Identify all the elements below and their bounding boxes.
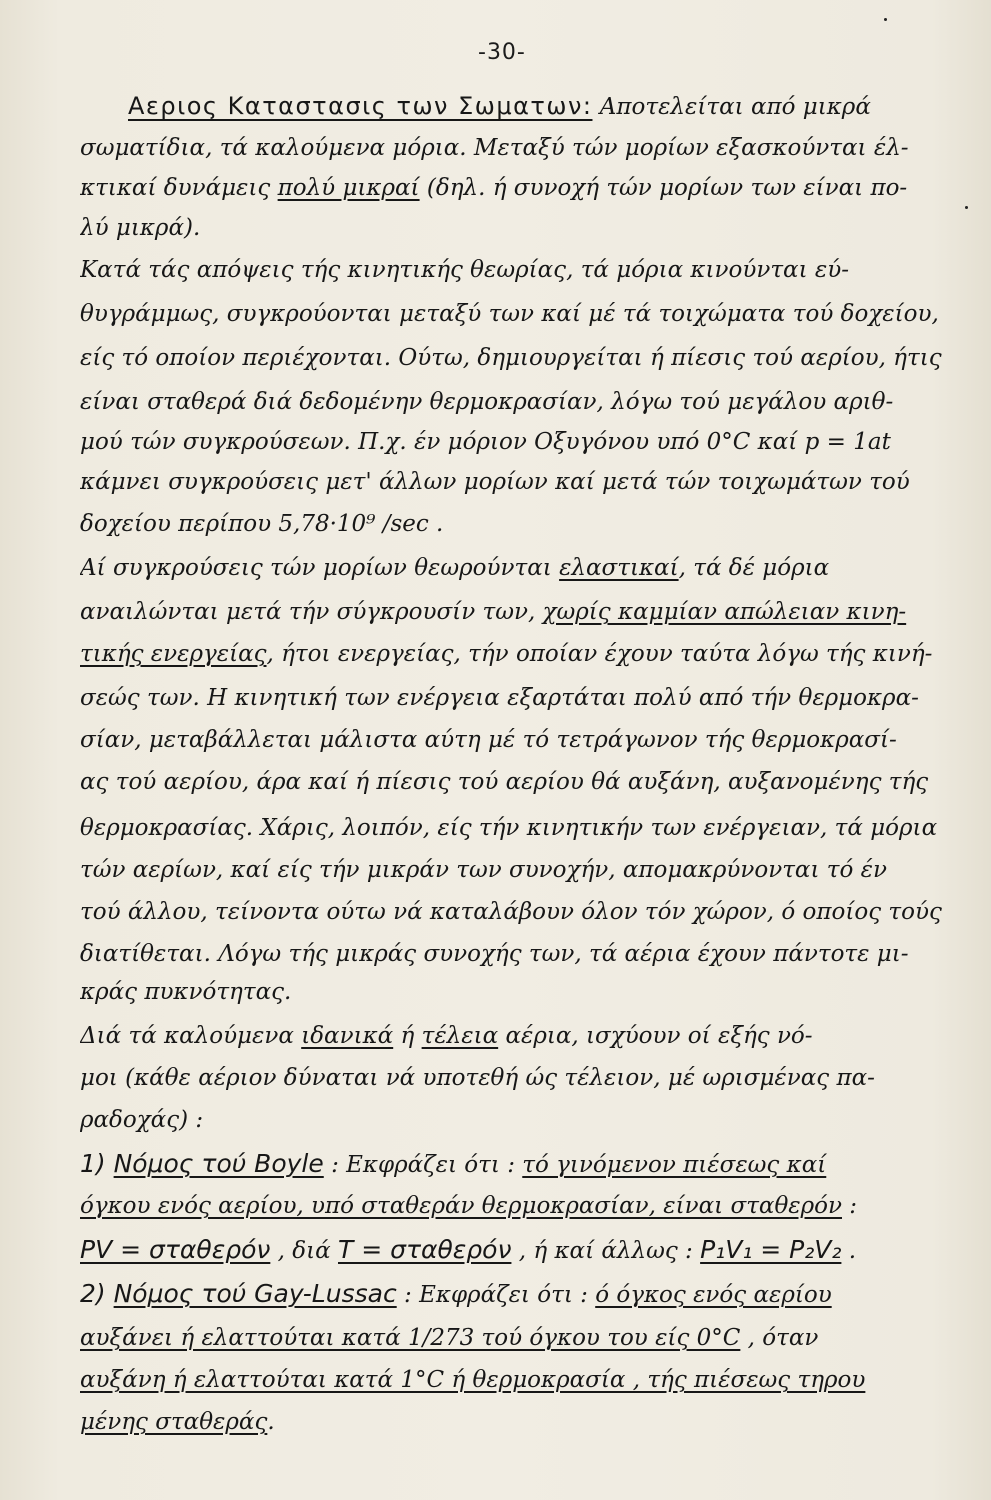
text-line: [80, 1362, 970, 1402]
text-line: [80, 384, 970, 424]
underlined-phrase: ό όγκος ενός αερίου: [595, 1282, 832, 1308]
underlined-phrase: ελαστικαί: [559, 555, 679, 581]
law-title: Νόμος τού Gay-Lussac: [113, 1279, 397, 1308]
text-segment: είς τό οποίον περιέχονται. Ούτω, δημιουργείται ή πίεσις τού αερίου, ήτις: [80, 345, 942, 371]
law-title: 2): [80, 1279, 114, 1308]
formula: P₁V₁ = P₂V₂: [700, 1235, 842, 1264]
text-line: [80, 936, 970, 976]
text-line: [80, 464, 970, 504]
text-segment: κάμνει συγκρούσεις μετ' άλλων μορίων καί μετά τών τοιχωμάτων τού: [80, 469, 910, 495]
underlined-phrase: μένης σταθεράς: [80, 1409, 268, 1435]
underlined-phrase: χωρίς καμμίαν απώλειαν κινη-: [542, 599, 907, 625]
text-line: [80, 894, 970, 934]
text-line: [80, 974, 970, 1014]
underlined-phrase: ιδανικά: [301, 1023, 394, 1049]
text-line: [80, 810, 970, 850]
text-segment: κτικαί δυνάμεις: [80, 175, 278, 201]
text-segment: , όταν: [740, 1325, 819, 1351]
text-segment: μοι (κάθε αέριον δύναται νά υποτεθή ώς τέλειον, μέ ωρισμένας πα-: [80, 1065, 875, 1091]
text-line: [80, 594, 970, 634]
text-line: [80, 1146, 970, 1186]
text-segment: μού τών συγκρούσεων. Π.χ. έν μόριον Οξυγόνου υπό 0°C καί p = 1at: [80, 429, 891, 455]
text-segment: .: [841, 1238, 857, 1264]
underlined-phrase: αυξάνει ή ελαττούται κατά 1/273 τού όγκου του είς 0°C: [80, 1325, 741, 1351]
text-segment: ή: [393, 1023, 422, 1049]
text-segment: , ή καί άλλως :: [511, 1238, 701, 1264]
text-segment: είναι σταθερά διά δεδομένην θερμοκρασίαν, λόγω τού μεγάλου αριθ-: [80, 389, 894, 415]
section-heading: Αεριος Καταστασις των Σωματων:: [128, 92, 593, 120]
text-segment: διατίθεται. Λόγω τής μικράς συνοχής των, τά αέρια έχουν πάντοτε μι-: [80, 941, 909, 967]
text-segment: κράς πυκνότητας.: [80, 979, 292, 1005]
text-segment: (δηλ. ή συνοχή τών μορίων των είναι πο-: [419, 175, 908, 201]
text-segment: ας τού αερίου, άρα καί ή πίεσις τού αερίου θά αυξάνη, αυξανομένης τής: [80, 769, 929, 795]
text-segment: :: [842, 1193, 858, 1219]
text-segment: δοχείου περίπου 5,78·10⁹ /sec .: [80, 511, 444, 537]
text-segment: θερμοκρασίας. Χάρις, λοιπόν, είς τήν κινητικήν των ενέργειαν, τά μόρια: [80, 815, 938, 841]
text-segment: , ήτοι ενεργείας, τήν οποίαν έχουν ταύτα λόγω τής κινή-: [266, 641, 933, 667]
page-number: -30-: [478, 40, 526, 65]
underlined-phrase: αυξάνη ή ελαττούται κατά 1°C ή θερμοκρασία , τής πιέσεως τηρου: [80, 1367, 866, 1393]
text-line: [80, 1276, 970, 1316]
text-line: [80, 764, 970, 804]
formula: PV = σταθερόν: [80, 1235, 271, 1264]
text-line: [80, 1018, 970, 1058]
text-segment: , τά δέ μόρια: [678, 555, 830, 581]
text-segment: αέρια, ισχύουν οί εξής νό-: [498, 1023, 813, 1049]
text-segment: , διά: [270, 1238, 338, 1264]
text-line: [128, 88, 991, 128]
text-segment: θυγράμμως, συγκρούονται μεταξύ των καί μέ τά τοιχώματα τού δοχείου,: [80, 301, 939, 327]
text-segment: Διά τά καλούμενα: [80, 1023, 302, 1049]
text-segment: σωματίδια, τά καλούμενα μόρια. Μεταξύ τών μορίων εξασκούνται έλ-: [80, 135, 909, 161]
margin-dot: [884, 18, 887, 21]
text-line: [80, 210, 970, 250]
text-segment: σεώς των. Η κινητική των ενέργεια εξαρτάται πολύ από τήν θερμοκρα-: [80, 685, 919, 711]
text-line: [80, 636, 970, 676]
text-segment: : Εκφράζει ότι :: [396, 1282, 596, 1308]
text-line: [80, 424, 970, 464]
text-line: [80, 680, 970, 720]
underlined-phrase: τό γινόμενον πιέσεως καί: [522, 1152, 827, 1178]
text-line: [80, 506, 970, 546]
law-title: Νόμος τού Boyle: [113, 1149, 324, 1178]
text-segment: τών αερίων, καί είς τήν μικράν των συνοχήν, απομακρύνονται τό έν: [80, 857, 887, 883]
formula: T = σταθερόν: [338, 1235, 512, 1264]
text-line: [80, 1102, 970, 1142]
text-line: [80, 852, 970, 892]
text-line: [80, 550, 970, 590]
text-line: [80, 1060, 970, 1100]
text-segment: λύ μικρά).: [80, 215, 201, 241]
text-line: [80, 170, 970, 210]
law-title: 1): [80, 1149, 114, 1178]
underlined-phrase: τικής ενεργείας: [80, 641, 267, 667]
text-line: [80, 1188, 970, 1228]
text-line: [80, 722, 970, 762]
text-segment: ραδοχάς) :: [80, 1107, 204, 1133]
text-line: [80, 1232, 970, 1272]
text-line: [80, 1404, 970, 1444]
text-segment: Αί συγκρούσεις τών μορίων θεωρούνται: [80, 555, 560, 581]
text-line: [80, 296, 970, 336]
text-line: [80, 130, 970, 170]
text-segment: τού άλλου, τείνοντα ούτω νά καταλάβουν όλον τόν χώρον, ό οποίος τούς: [80, 899, 942, 925]
underlined-phrase: όγκου ενός αερίου, υπό σταθεράν θερμοκρασίαν, είναι σταθερόν: [80, 1193, 842, 1219]
text-segment: σίαν, μεταβάλλεται μάλιστα αύτη μέ τό τετράγωνον τής θερμοκρασί-: [80, 727, 897, 753]
text-line: [80, 340, 970, 380]
text-line: [80, 1320, 970, 1360]
text-segment: : Εκφράζει ότι :: [323, 1152, 523, 1178]
text-segment: Κατά τάς απόψεις τής κινητικής θεωρίας, τά μόρια κινούνται εύ-: [80, 257, 850, 283]
underlined-phrase: πολύ μικραί: [277, 175, 420, 201]
text-segment: αναιλώνται μετά τήν σύγκρουσίν των,: [80, 599, 543, 625]
text-segment: Αποτελείται από μικρά: [592, 94, 871, 120]
text-line: [80, 252, 970, 292]
underlined-phrase: τέλεια: [421, 1023, 499, 1049]
text-segment: .: [267, 1409, 275, 1435]
